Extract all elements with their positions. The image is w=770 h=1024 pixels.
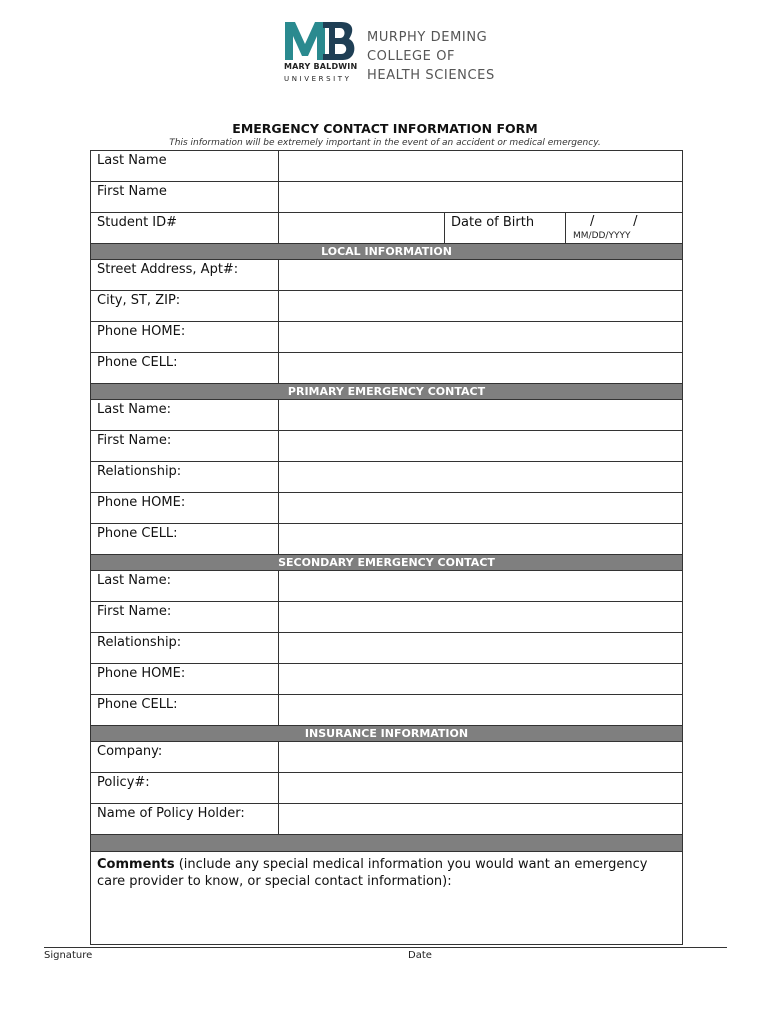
table-row [91,462,683,493]
logo-college-line: MURPHY DEMING [367,30,488,45]
table-row [91,695,683,726]
table-row [91,213,683,244]
field-label: Last Name: [91,571,279,602]
mb-monogram-icon [283,20,358,62]
primary-phone-home-field[interactable] [279,493,683,524]
comments-label: Comments [97,857,175,872]
section-header-label: INSURANCE INFORMATION [91,726,683,742]
primary-phone-cell-field[interactable] [279,524,683,555]
table-row [91,524,683,555]
divider-bar [91,835,683,852]
field-label: Last Name: [91,400,279,431]
field-label: First Name: [91,431,279,462]
table-row [91,602,683,633]
table-row [91,571,683,602]
field-label: Phone CELL: [91,353,279,384]
logo-university-word: UNIVERSITY [284,75,352,83]
table-row [91,291,683,322]
table-row [91,400,683,431]
section-header-label: PRIMARY EMERGENCY CONTACT [91,384,683,400]
section-header-primary [91,384,683,400]
field-label: First Name: [91,602,279,633]
primary-relationship-field[interactable] [279,462,683,493]
table-row [91,322,683,353]
field-label: Name of Policy Holder: [91,804,279,835]
field-label-first-name: First Name [91,182,279,213]
local-phone-home-field[interactable] [279,322,683,353]
comments-field[interactable] [91,852,683,945]
policy-holder-field[interactable] [279,804,683,835]
section-header-insurance [91,726,683,742]
dob-slashes: / / [590,214,640,229]
section-header-label: SECONDARY EMERGENCY CONTACT [91,555,683,571]
field-label-dob: Date of Birth [445,213,566,244]
field-label: Street Address, Apt#: [91,260,279,291]
secondary-first-name-field[interactable] [279,602,683,633]
form-title: EMERGENCY CONTACT INFORMATION FORM [232,121,538,136]
college-logo [283,20,513,86]
table-row [91,260,683,291]
signature-label: Signature [44,950,93,961]
field-label: Phone HOME: [91,322,279,353]
table-row [91,493,683,524]
logo-college-line: COLLEGE OF [367,49,456,64]
student-id-field[interactable] [279,213,445,244]
primary-first-name-field[interactable] [279,431,683,462]
emergency-contact-table [90,150,683,945]
insurance-company-field[interactable] [279,742,683,773]
field-label: Company: [91,742,279,773]
logo-college-line: HEALTH SCIENCES [367,68,495,83]
local-phone-cell-field[interactable] [279,353,683,384]
signature-line[interactable] [44,947,727,948]
last-name-field[interactable] [279,151,683,182]
field-label: Phone CELL: [91,695,279,726]
table-row [91,773,683,804]
dob-field[interactable] [566,213,683,244]
field-label: Relationship: [91,462,279,493]
field-label: Policy#: [91,773,279,804]
secondary-relationship-field[interactable] [279,633,683,664]
field-label: Relationship: [91,633,279,664]
secondary-phone-home-field[interactable] [279,664,683,695]
table-row [91,182,683,213]
table-row [91,664,683,695]
form-subtitle: This information will be extremely important in the event of an accident or medical emergency. [169,138,601,148]
field-label: City, ST, ZIP: [91,291,279,322]
field-label: Phone HOME: [91,493,279,524]
secondary-phone-cell-field[interactable] [279,695,683,726]
table-row [91,804,683,835]
section-header-local [91,244,683,260]
comments-instructions: (include any special medical information you would want an emergency care provider to know, or special contact information): [97,857,648,889]
comments-row [91,852,683,945]
table-row [91,431,683,462]
logo-college-name [367,28,495,85]
insurance-policy-field[interactable] [279,773,683,804]
city-st-zip-field[interactable] [279,291,683,322]
street-address-field[interactable] [279,260,683,291]
section-header-label: LOCAL INFORMATION [91,244,683,260]
primary-last-name-field[interactable] [279,400,683,431]
dob-format-hint: MM/DD/YYYY [573,231,631,241]
table-row [91,633,683,664]
field-label-student-id: Student ID# [91,213,279,244]
first-name-field[interactable] [279,182,683,213]
table-row [91,742,683,773]
table-row [91,353,683,384]
field-label: Phone HOME: [91,664,279,695]
date-label: Date [408,950,432,961]
mb-logo-mark [283,20,358,86]
section-divider [91,835,683,852]
table-row [91,151,683,182]
field-label: Phone CELL: [91,524,279,555]
section-header-secondary [91,555,683,571]
secondary-last-name-field[interactable] [279,571,683,602]
logo-university-name: MARY BALDWIN [284,62,358,71]
field-label-last-name: Last Name [91,151,279,182]
